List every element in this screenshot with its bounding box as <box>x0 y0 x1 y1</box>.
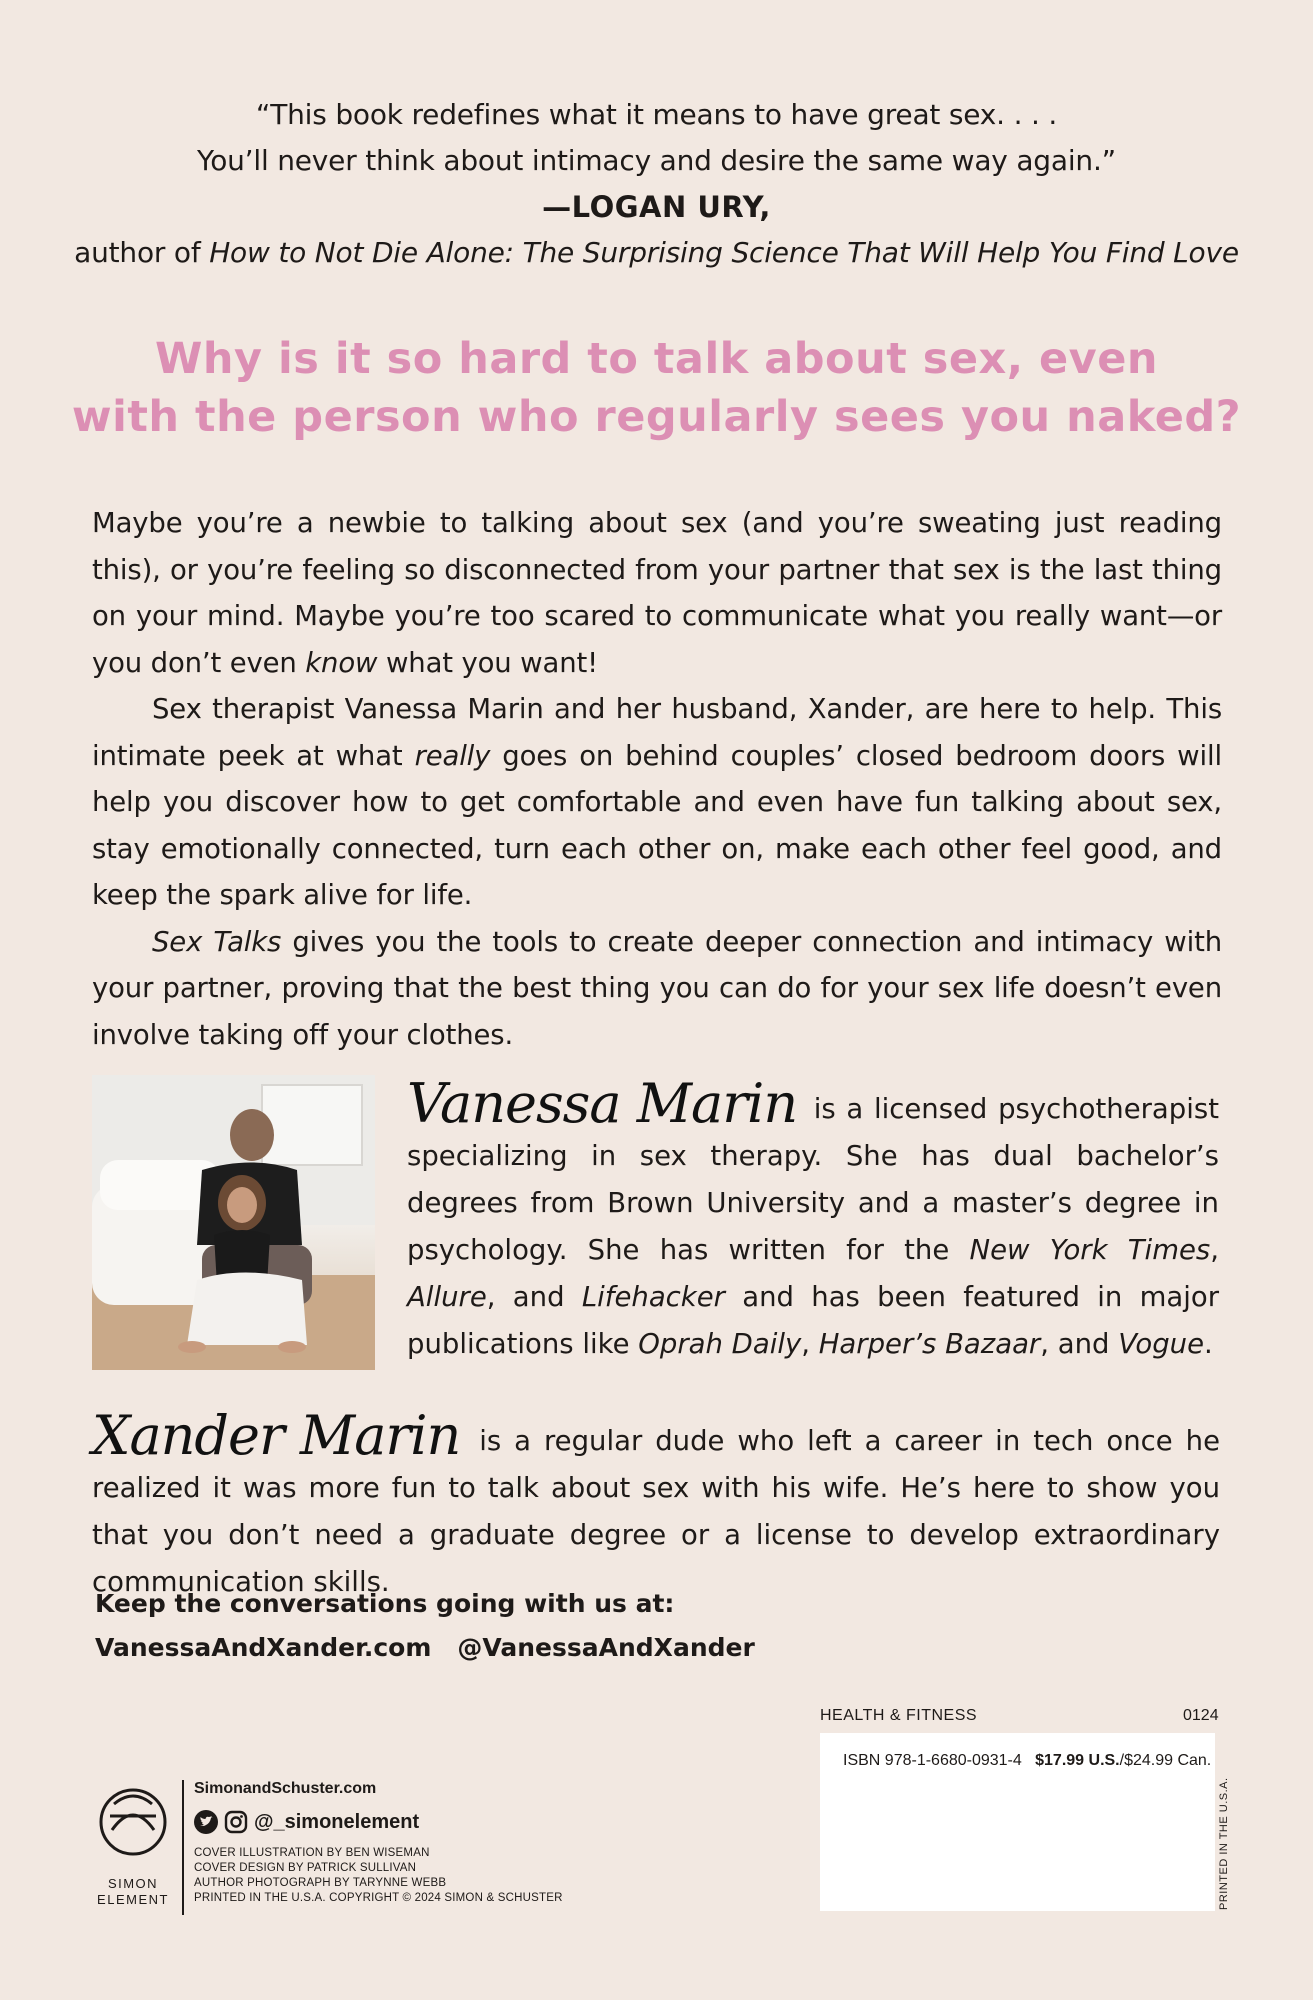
credit-line: COVER DESIGN BY PATRICK SULLIVAN <box>194 1862 417 1874</box>
publisher-social <box>194 1810 563 1834</box>
p2-emphasis: really <box>414 739 491 772</box>
description-paragraph-2 <box>92 686 1222 919</box>
p1-text-b: what you want! <box>377 646 598 679</box>
xander-bio-paragraph <box>92 1404 1220 1606</box>
price-can: /$24.99 Can. <box>1119 1752 1212 1769</box>
vanessa-bio-t4: and has been featured in major publications like <box>407 1281 1219 1360</box>
credit-line: AUTHOR PHOTOGRAPH BY TARYNNE WEBB <box>194 1877 447 1889</box>
description-paragraph-3 <box>92 919 1222 1059</box>
description-paragraph-1 <box>92 500 1222 686</box>
contact-links <box>95 1626 781 1670</box>
logo-text-simon: SIMON <box>107 1876 159 1891</box>
vanessa-bio-t6: , and <box>1040 1328 1119 1360</box>
quote-source-prefix: author of <box>74 236 210 269</box>
p1-text-a: Maybe you’re a newbie to talking about sex (and you’re sweating just reading this), or you’re feeling so disconnected from your partner that sex is the last thing on your mind. Maybe you’re too scared to communicate what you really want—or you don’t even <box>92 507 1222 679</box>
vanessa-bio-e6: Vogue <box>1118 1328 1205 1360</box>
author-photo-illustration <box>92 1075 375 1370</box>
p3-book-title: Sex Talks <box>152 925 282 958</box>
vanessa-bio-e1: New York Times <box>969 1234 1211 1266</box>
vanessa-bio-t5: , <box>801 1328 819 1360</box>
xander-bio-text: is a regular dude who left a career in tech once he realized it was more fun to talk about sex with his wife. He’s here to show you that you don’t need a graduate degree or a license to develop extraordinary communication skills. <box>92 1425 1220 1598</box>
category-label: HEALTH & FITNESS <box>820 1707 978 1724</box>
simon-element-logo <box>92 1780 174 1908</box>
vanessa-bio-e4: Oprah Daily <box>638 1328 802 1360</box>
description <box>92 500 1222 1058</box>
p1-emphasis: know <box>305 646 378 679</box>
publisher-divider <box>182 1780 184 1915</box>
quote-source-subtitle: : The Surprising Science That Will Help You Find Love <box>504 236 1239 269</box>
vanessa-bio-e2: Allure <box>407 1281 487 1313</box>
headline-line-1: Why is it so hard to talk about sex, even <box>155 334 1158 384</box>
publisher-info <box>194 1780 563 1906</box>
vanessa-bio-e3: Lifehacker <box>581 1281 725 1313</box>
author-photo <box>92 1075 375 1370</box>
quote-source-title: How to Not Die Alone <box>209 236 505 269</box>
p2-text-b: goes on behind couples’ closed bedroom doors will help you discover how to get comfortable and even have fun talking about sex, stay emotionally connected, turn each other on, make each other feel good, and keep the spark alive for life. <box>92 739 1222 911</box>
quote-line-2: You’ll never think about intimacy and desire the same way again.” <box>197 144 1116 177</box>
p2-text-a: Sex therapist Vanessa Marin and her husband, Xander, are here to help. This intimate peek at what <box>92 693 1222 772</box>
publisher-social-handle[interactable]: @_simonelement <box>254 1810 420 1833</box>
vanessa-bio-e5: Harper’s Bazaar <box>818 1328 1041 1360</box>
quote-source <box>0 230 1313 276</box>
xander-bio <box>92 1404 1220 1606</box>
isbn-number: ISBN 978-1-6680-0931-4 <box>843 1752 1022 1769</box>
endorsement-quote <box>0 92 1313 276</box>
headline <box>0 330 1313 446</box>
instagram-icon[interactable] <box>224 1810 248 1834</box>
simon-element-logo-mark <box>92 1780 174 1870</box>
vanessa-bio <box>407 1072 1219 1368</box>
website-link[interactable]: VanessaAndXander.com <box>95 1633 432 1662</box>
headline-line-2: with the person who regularly sees you naked? <box>71 392 1242 442</box>
contact-heading: Keep the conversations going with us at: <box>95 1589 675 1618</box>
pub-code: 0124 <box>1183 1707 1219 1724</box>
credit-line: PRINTED IN THE U.S.A. COPYRIGHT © 2024 SIMON & SCHUSTER <box>194 1892 563 1904</box>
vanessa-bio-t3: , and <box>486 1281 582 1313</box>
printed-in-usa: PRINTED IN THE U.S.A. <box>1218 1777 1230 1910</box>
social-handle[interactable]: @VanessaAndXander <box>457 1633 755 1662</box>
contact-block <box>95 1582 781 1670</box>
vanessa-bio-t7: . <box>1204 1328 1213 1360</box>
price-us: $17.99 U.S. <box>1035 1752 1120 1769</box>
p3-text: gives you the tools to create deeper connection and intimacy with your partner, proving that the best thing you can do for your sex life doesn’t even involve taking off your clothes. <box>92 925 1222 1051</box>
credit-line: COVER ILLUSTRATION BY BEN WISEMAN <box>194 1847 430 1859</box>
vanessa-signature: Vanessa Marin <box>407 1072 798 1135</box>
vanessa-bio-t2: , <box>1210 1234 1219 1266</box>
logo-text-element: ELEMENT <box>97 1892 169 1907</box>
xander-signature: Xander Marin <box>92 1404 461 1467</box>
vanessa-bio-paragraph <box>407 1072 1219 1368</box>
twitter-icon[interactable] <box>194 1810 218 1834</box>
publisher-website[interactable]: SimonandSchuster.com <box>194 1780 377 1797</box>
quote-line-1: “This book redefines what it means to have great sex. . . . <box>255 98 1058 131</box>
vanessa-bio-t1: is a licensed psychotherapist specializing in sex therapy. She has dual bachelor’s degrees from Brown University and a master’s degree in psychology. She has written for the <box>407 1093 1219 1266</box>
cover-credits <box>194 1846 563 1906</box>
isbn-price <box>843 1752 1211 1770</box>
quote-attribution: —LOGAN URY, <box>542 190 771 224</box>
